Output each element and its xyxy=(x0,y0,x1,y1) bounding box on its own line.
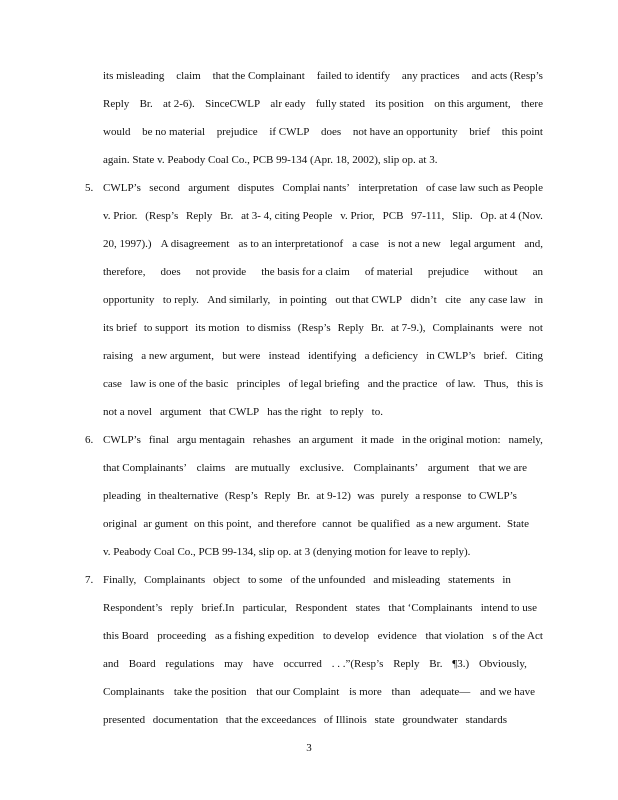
text-line: raising a new argument, but were instead identifying a deficiency in CWLP’s brief. Citing xyxy=(103,350,543,362)
text-line: 20, 1997).) A disagreement as to an interpretationof a case is not a new legal argument and, xyxy=(103,238,543,250)
page-number: 3 xyxy=(306,742,312,754)
text-line: Complainants take the position that our Complaint is more than adequate— and we have xyxy=(103,686,535,698)
text-line: CWLP’s final argu mentagain rehashes an argument it made in the original motion: namely, xyxy=(103,434,543,446)
text-line: v. Peabody Coal Co., PCB 99-134, slip op. at 3 (denying motion for leave to reply). xyxy=(103,546,471,558)
text-line: not a novel argument that CWLP has the right to reply to. xyxy=(103,406,383,418)
item-number: 6. xyxy=(85,434,94,446)
text-line: would be no material prejudice if CWLP does not have an opportunity brief this point xyxy=(103,126,543,138)
text-line: therefore, does not provide the basis for a claim of material prejudice without an xyxy=(103,266,543,278)
item-number: 7. xyxy=(85,574,94,586)
text-line: presented documentation that the exceedances of Illinois state groundwater standards xyxy=(103,714,507,726)
text-line: its misleading claim that the Complainant failed to identify any practices and acts (Resp’s xyxy=(103,70,543,82)
text-line: Respondent’s reply brief.In particular, Respondent states that ‘Complainants intend to use xyxy=(103,602,537,614)
item-number: 5. xyxy=(85,182,94,194)
text-line: again. State v. Peabody Coal Co., PCB 99-134 (Apr. 18, 2002), slip op. at 3. xyxy=(103,154,438,166)
text-line: opportunity to reply. And similarly, in pointing out that CWLP didn’t cite any case law in xyxy=(103,294,543,306)
text-line: Reply Br. at 2-6). SinceCWLP alr eady fully stated its position on this argument, there xyxy=(103,98,543,110)
text-line: that Complainants’ claims are mutually exclusive. Complainants’ argument that we are xyxy=(103,462,527,474)
text-line: and Board regulations may have occurred . . .”(Resp’s Reply Br. ¶3.) Obviously, xyxy=(103,658,527,670)
text-line: pleading in thealternative (Resp’s Reply Br. at 9-12) was purely a response to CWLP’s xyxy=(103,490,517,502)
text-line: v. Prior. (Resp’s Reply Br. at 3- 4, citing People v. Prior, PCB 97-111, Slip. Op. at 4 (Nov. xyxy=(103,210,543,222)
text-line: this Board proceeding as a fishing expedition to develop evidence that violation s of the Act xyxy=(103,630,543,642)
text-line: case law is one of the basic principles of legal briefing and the practice of law. Thus, this is xyxy=(103,378,543,390)
text-line: its brief to support its motion to dismiss (Resp’s Reply Br. at 7-9.), Complainants were not xyxy=(103,322,543,334)
text-line: Finally, Complainants object to some of the unfounded and misleading statements in xyxy=(103,574,511,586)
text-line: CWLP’s second argument disputes Complai nants’ interpretation of case law such as People xyxy=(103,182,543,194)
text-line: original ar gument on this point, and therefore cannot be qualified as a new argument. State xyxy=(103,518,529,530)
